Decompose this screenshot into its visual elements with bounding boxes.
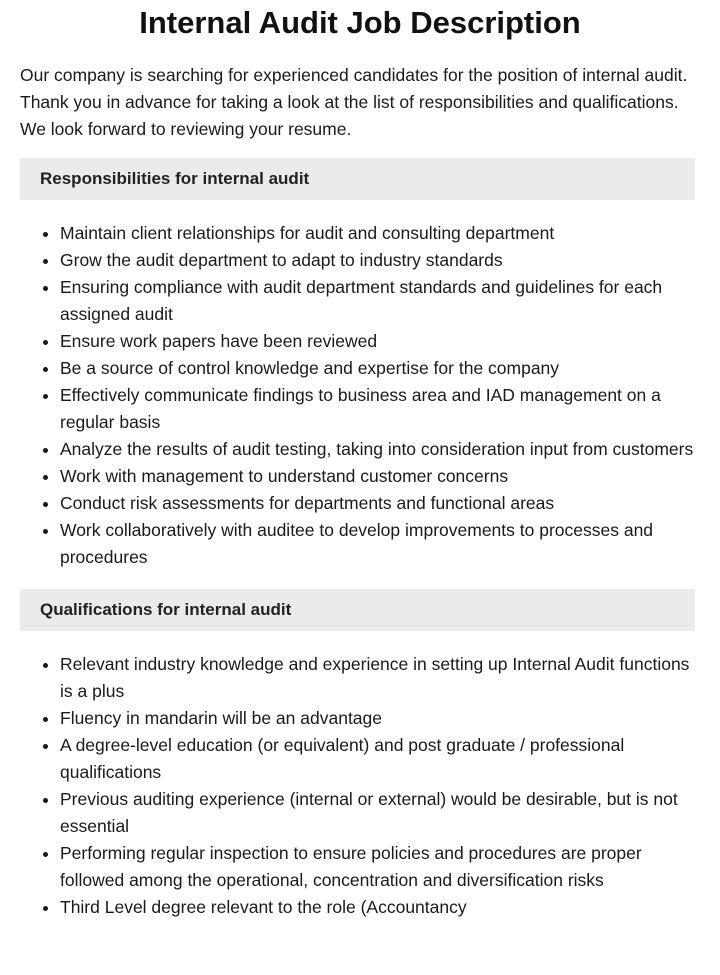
qualifications-heading: Qualifications for internal audit [20,589,695,631]
responsibilities-list [0,220,700,571]
page-title: Internal Audit Job Description [139,5,581,40]
list-item: • Ensuring compliance with audit department standards and guidelines for each assigned audit [60,274,700,328]
list-item: • Effectively communicate findings to business area and IAD management on a regular basis [60,382,700,436]
list-item: • Fluency in mandarin will be an advantage [60,705,700,732]
list-item: • A degree-level education (or equivalent) and post graduate / professional qualifications [60,732,700,786]
list-item: • Previous auditing experience (internal or external) would be desirable, but is not essential [60,786,700,840]
qualifications-list [0,651,700,921]
list-item: • Work with management to understand customer concerns [60,463,700,490]
intro-paragraph: Our company is searching for experienced candidates for the position of internal audit. Thank you in advance for taking a look at the list of responsibilities and qualifications. We look forward to reviewing your resume. [20,65,688,139]
list-item: • Be a source of control knowledge and expertise for the company [60,355,700,382]
list-item: • Analyze the results of audit testing, taking into consideration input from customers [60,436,700,463]
list-item: • Ensure work papers have been reviewed [60,328,700,355]
list-item: • Performing regular inspection to ensure policies and procedures are proper followed among the operational, concentration and diversification risks [60,840,700,894]
list-item: • Third Level degree relevant to the role (Accountancy [60,894,700,921]
list-item: • Grow the audit department to adapt to industry standards [60,247,700,274]
list-item: • Maintain client relationships for audit and consulting department [60,220,700,247]
list-item: • Conduct risk assessments for departments and functional areas [60,490,700,517]
list-item: • Work collaboratively with auditee to develop improvements to processes and procedures [60,517,700,571]
responsibilities-heading: Responsibilities for internal audit [20,158,695,200]
list-item: • Relevant industry knowledge and experience in setting up Internal Audit functions is a plus [60,651,700,705]
